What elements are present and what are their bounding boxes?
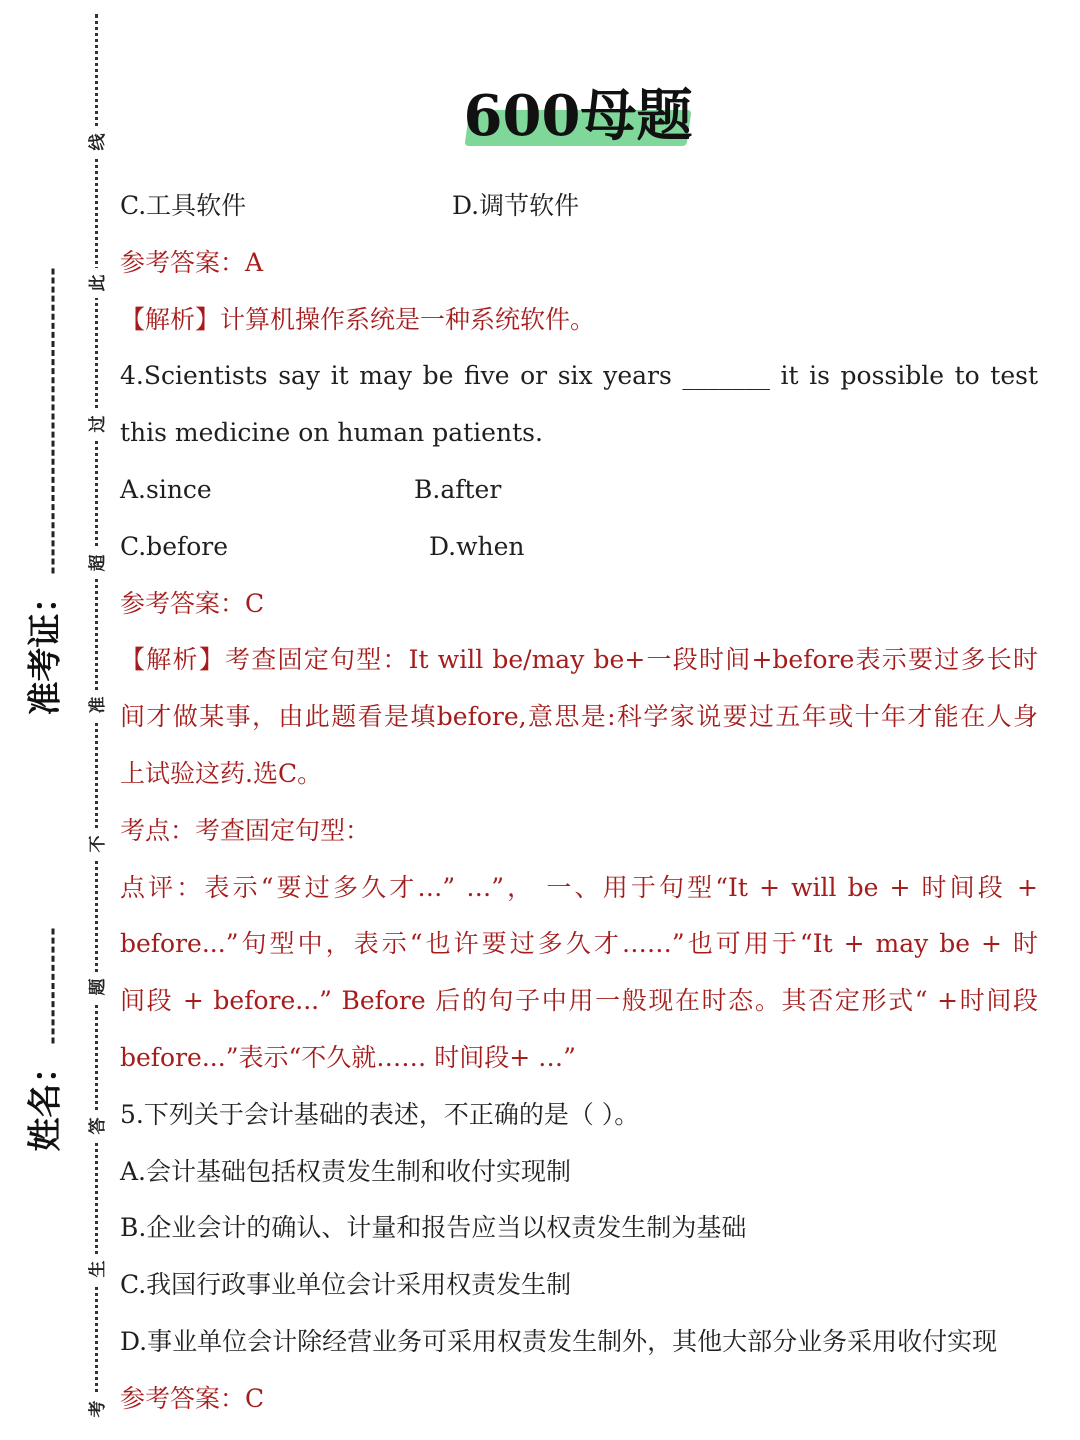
question-stem: 4.Scientists say it may be five or six years _______ it is possible to test (120, 361, 1038, 391)
binding-char: 过 (80, 409, 110, 439)
name-blank (52, 929, 55, 1044)
option: D.调节软件 (452, 191, 580, 220)
name-label: 姓名： (25, 1049, 66, 1152)
option: B.企业会计的确认、计量和报告应当以权责发生制为基础 (120, 1213, 747, 1243)
knowledge-point: 考点：考查固定句型： (120, 815, 371, 845)
page-title-block (463, 80, 693, 152)
page-title: 600母题 (463, 83, 693, 149)
answer-line: 参考答案：A (120, 247, 264, 277)
analysis-line: 上试验这药.选C。 (120, 758, 323, 788)
option: D.事业单位会计除经营业务可采用权责发生制外，其他大部分业务采用收付实现 (120, 1326, 998, 1356)
option: D.when (429, 531, 525, 561)
exam-id-blank (52, 269, 55, 574)
comment-line: before...”句型中，表示“也许要过多久才……”也可用于“It + may be + 时 (120, 929, 1038, 959)
option: C.before (120, 531, 229, 561)
option: B.after (414, 474, 502, 504)
binding-char: 考 (80, 1394, 110, 1424)
option: A.会计基础包括权责发生制和收付实现制 (120, 1156, 572, 1186)
comment-line: 间段 + before...” Before 后的句子中用一般现在时态。其否定形式“ +时间段 (120, 986, 1038, 1016)
question-stem: this medicine on human patients. (120, 418, 543, 448)
comment-line: 点评：表示“要过多久才…” …”， 一、用于句型“It + will be + 时间段 + (120, 872, 1038, 902)
binding-char: 答 (80, 1111, 110, 1141)
analysis-line: 【解析】计算机操作系统是一种系统软件。 (120, 304, 596, 334)
binding-char: 线 (80, 127, 110, 157)
binding-char: 超 (80, 548, 110, 578)
binding-char: 不 (80, 829, 110, 859)
options-row (120, 178, 1038, 235)
question-content (120, 178, 1038, 1428)
option: C.我国行政事业单位会计采用权责发生制 (120, 1270, 572, 1300)
option: A.since (120, 474, 212, 504)
analysis-line: 间才做某事，由此题看是填before,意思是:科学家说要过五年或十年才能在人身 (120, 702, 1038, 732)
binding-char: 生 (80, 1254, 110, 1284)
answer-line: 参考答案：C (120, 1383, 265, 1413)
comment-line: before...”表示“不久就…… 时间段+ …” (120, 1042, 576, 1072)
analysis-line: 【解析】考查固定句型：It will be/may be+一段时间+before表示要过多长时 (120, 645, 1038, 675)
options-row (120, 519, 1038, 576)
binding-char: 题 (80, 972, 110, 1002)
binding-char: 此 (80, 268, 110, 298)
name-field (18, 929, 67, 1152)
option: C.工具软件 (120, 191, 247, 220)
exam-id-field (18, 269, 67, 716)
answer-line: 参考答案：C (120, 588, 265, 618)
options-row (120, 462, 1038, 519)
binding-char: 准 (80, 690, 110, 720)
exam-id-label: 准考证： (25, 579, 66, 716)
question-stem: 5.下列关于会计基础的表述，不正确的是（ ）。 (120, 1099, 640, 1129)
